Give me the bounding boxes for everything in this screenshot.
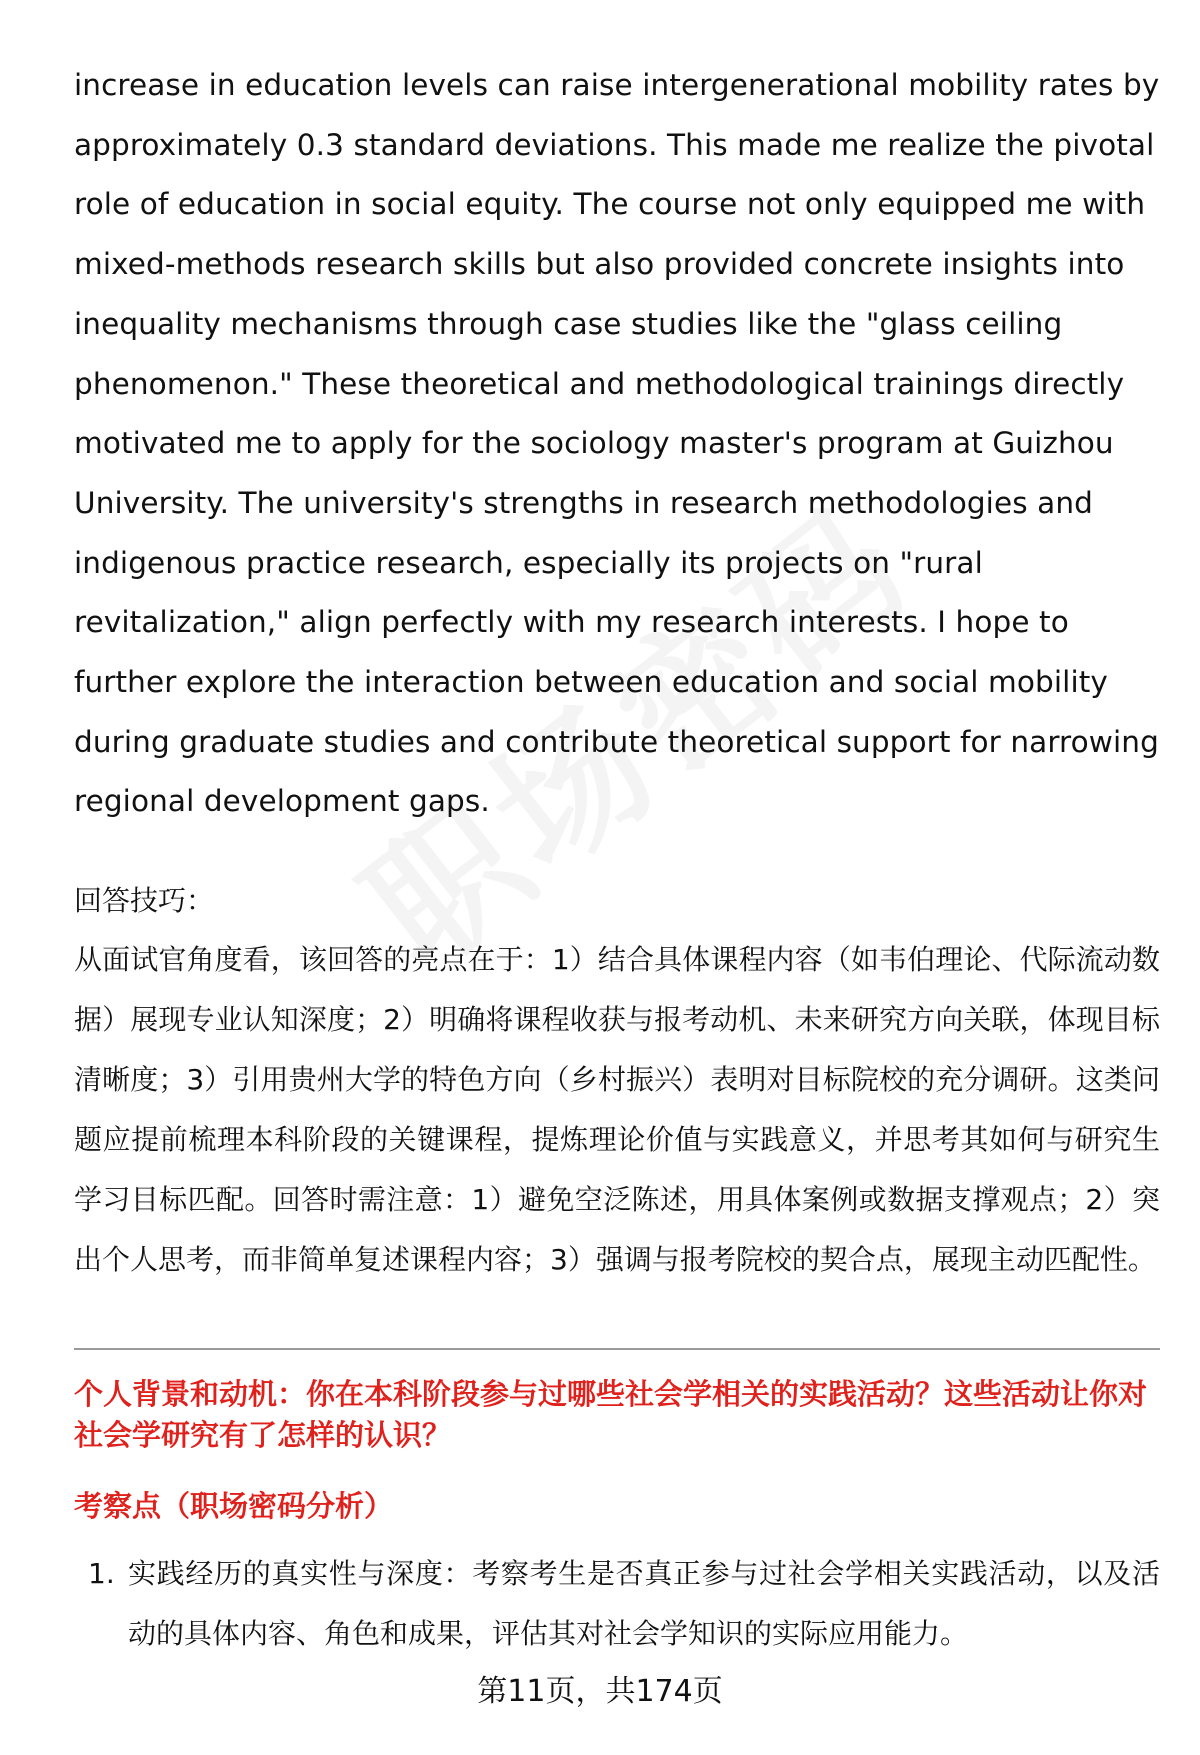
section-divider bbox=[74, 1348, 1160, 1350]
page-footer: 第11页，共174页 bbox=[477, 1674, 723, 1709]
list-item-text: 实践经历的真实性与深度：考察考生是否真正参与过社会学相关实践活动，以及活动的具体内容、角色和成果，评估其对社会学知识的实际应用能力。 bbox=[128, 1557, 1160, 1651]
body-paragraph: increase in education levels can raise intergenerational mobility rates by approximately 0.3 standard deviations. This made me realize the pivotal role of education in social equity. The course not only equipped me with mixed-methods research skills but also provided concrete insights into inequality mechanisms through case studies like the "glass ceiling phenomenon." These theoretical and methodological trainings directly motivated me to apply for the sociology master's program at Guizhou University. The university's strengths in research methodologies and indigenous practice research, especially its projects on "rural revitalization," align perfectly with my research interests. I hope to further explore the interaction between education and social mobility during graduate studies and contribute theoretical support for narrowing regional development gaps. bbox=[74, 68, 1160, 819]
tips-title: 回答技巧： bbox=[74, 884, 215, 918]
list-item bbox=[74, 1544, 1160, 1664]
point-list bbox=[74, 1544, 1160, 1664]
document-page bbox=[74, 56, 1160, 1664]
list-item-number: 1. bbox=[88, 1557, 115, 1591]
question-title: 个人背景和动机：你在本科阶段参与过哪些社会学相关的实践活动？这些活动让你对社会学研究有了怎样的认识？ bbox=[74, 1377, 1148, 1453]
tips-paragraph: 从面试官角度看，该回答的亮点在于：1）结合具体课程内容（如韦伯理论、代际流动数据）展现专业认知深度；2）明确将课程收获与报考动机、未来研究方向关联，体现目标清晰度；3）引用贵州大学的特色方向（乡村振兴）表明对目标院校的充分调研。这类问题应提前梳理本科阶段的关键课程，提炼理论价值与实践意义，并思考其如何与研究生学习目标匹配。回答时需注意：1）避免空泛陈述，用具体案例或数据支撑观点；2）突出个人思考，而非简单复述课程内容；3）强调与报考院校的契合点，展现主动匹配性。 bbox=[74, 943, 1160, 1277]
section-title: 考察点（职场密码分析） bbox=[74, 1489, 394, 1524]
